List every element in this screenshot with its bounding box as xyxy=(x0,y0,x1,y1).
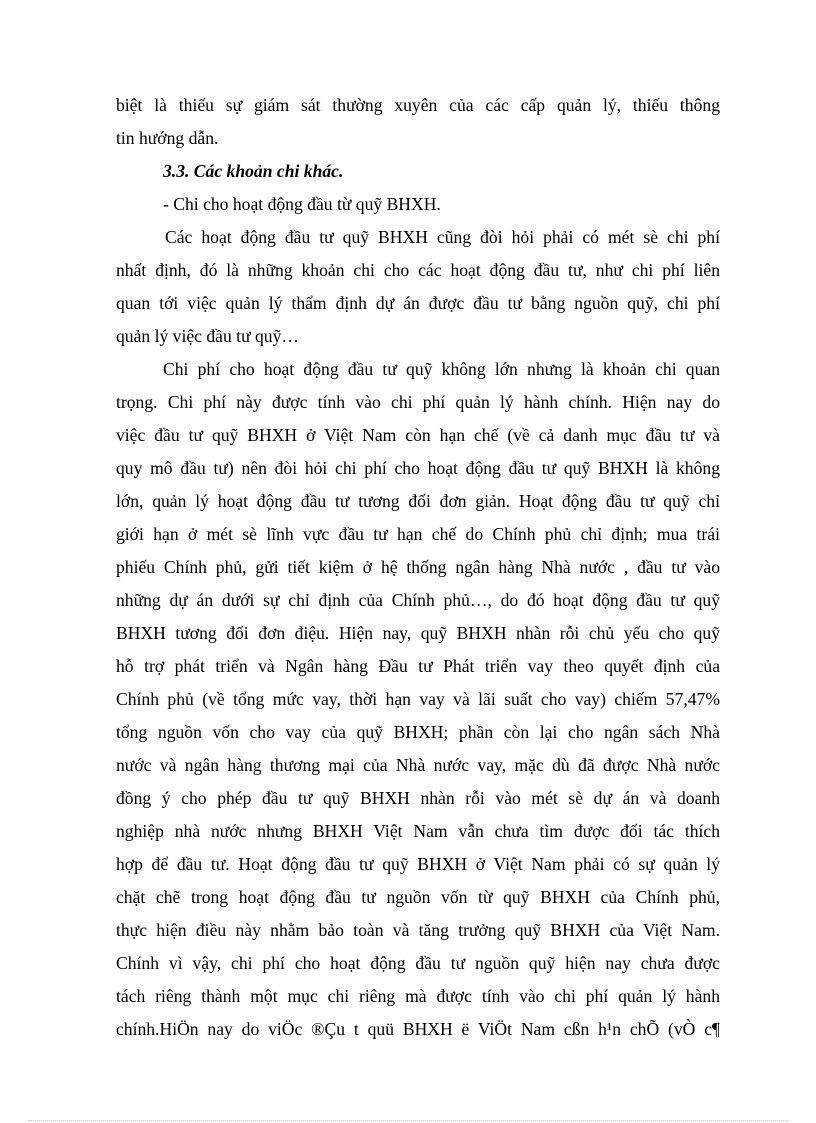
text-line: tách riêng thành một mục chi riêng mà được tính vào chi phí quản lý hành xyxy=(116,986,720,1006)
text-line: phiếu Chính phủ, gửi tiết kiệm ở hệ thống ngân hàng Nhà nước , đầu tư vào xyxy=(116,557,720,577)
text-line: Chính phủ (về tổng mức vay, thời hạn vay và lãi suất cho vay) chiếm 57,47% xyxy=(116,689,720,709)
text-line: - Chi cho hoạt động đầu từ quỹ BHXH. xyxy=(163,194,441,214)
text-line: Chi phí cho hoạt động đầu tư quỹ không lớn nhưng là khoản chi quan xyxy=(163,359,720,379)
text-line: việc đầu tư quỹ BHXH ở Việt Nam còn hạn chế (về cả danh mục đầu tư và xyxy=(116,425,720,445)
text-line: quy mô đầu tư) nên đòi hỏi chi phí cho hoạt động đầu tư quỹ BHXH là không xyxy=(116,458,720,478)
text-line: đồng ý cho phép đầu tư quỹ BHXH nhàn rỗi vào mét sè dự án và doanh xyxy=(116,788,720,808)
text-line: giới hạn ở mét sè lĩnh vực đầu tư hạn chế do Chính phủ chỉ định; mua trái xyxy=(116,524,720,544)
text-line: lớn, quản lý hoạt động đầu tư tương đối đơn giản. Hoạt động đầu tư quỹ chỉ xyxy=(116,491,720,511)
text-line: tin hướng dẫn. xyxy=(116,128,219,148)
text-line: trọng. Chi phí này được tính vào chi phí quản lý hành chính. Hiện nay do xyxy=(116,392,720,412)
text-line: nước và ngân hàng thương mại của Nhà nước vay, mặc dù đã được Nhà nước xyxy=(116,755,720,775)
text-line: quan tới việc quản lý thẩm định dự án được đầu tư bằng nguồn quỹ, chi phí xyxy=(116,293,720,313)
text-line: hợp để đầu tư. Hoạt động đầu tư quỹ BHXH ở Việt Nam phải có sự quản lý xyxy=(116,854,720,874)
text-line: chặt chẽ trong hoạt động đầu tư nguồn vốn từ quỹ BHXH của Chính phủ, xyxy=(116,887,720,907)
text-line: biệt là thiếu sự giám sát thường xuyên của các cấp quản lý, thiếu thông xyxy=(116,95,720,115)
text-line: thực hiện điều này nhằm bảo toàn và tăng trưởng quỹ BHXH của Việt Nam. xyxy=(116,920,720,940)
text-line: BHXH tương đối đơn điệu. Hiện nay, quỹ BHXH nhàn rỗi chủ yếu cho quỹ xyxy=(116,623,720,643)
section-heading: 3.3. Các khoản chi khác. xyxy=(163,161,344,181)
text-line: Chính vì vậy, chi phí cho hoạt động đầu tư nguồn quỹ hiện nay chưa được xyxy=(116,953,720,973)
text-line: quản lý việc đầu tư quỹ… xyxy=(116,326,299,346)
text-line: nhất định, đó là những khoản chi cho các hoạt động đầu tư, như chi phí liên xyxy=(116,260,720,280)
text-line: tổng nguồn vốn cho vay của quỹ BHXH; phần còn lại cho ngân sách Nhà xyxy=(116,722,720,742)
text-line: chính.HiÖn nay do viÖc ®Çu t quü BHXH ë ViÖt Nam cßn h¹n chÕ (vÒ c¶ xyxy=(116,1019,720,1039)
text-line: nghiệp nhà nước nhưng BHXH Việt Nam vẫn chưa tìm được đối tác thích xyxy=(116,821,720,841)
text-line: hỗ trợ phát triển và Ngân hàng Đầu tư Phát triển vay theo quyết định của xyxy=(116,656,720,676)
text-line: những dự án dưới sự chỉ định của Chính phủ…, do đó hoạt động đầu tư quỹ xyxy=(116,590,720,610)
text-line: Các hoạt động đầu tư quỹ BHXH cũng đòi hỏi phải có mét sè chi phí xyxy=(165,227,720,247)
page-footer-divider xyxy=(28,1120,788,1121)
